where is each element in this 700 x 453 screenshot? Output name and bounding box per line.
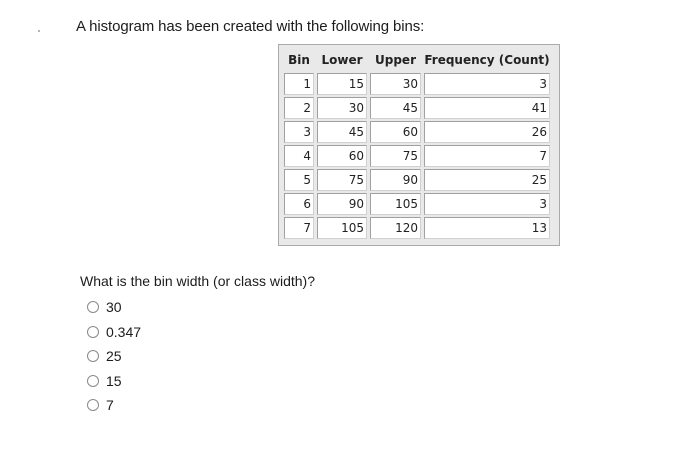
option-15[interactable] xyxy=(87,369,141,394)
cell-frequency: 3 xyxy=(424,193,550,215)
cell-upper: 120 xyxy=(370,217,421,239)
cell-bin: 1 xyxy=(284,73,314,95)
table-row xyxy=(284,169,550,191)
question-text: What is the bin width (or class width)? xyxy=(80,273,315,289)
bins-table xyxy=(281,47,553,241)
cell-lower: 30 xyxy=(317,97,367,119)
cell-bin: 3 xyxy=(284,121,314,143)
cell-lower: 75 xyxy=(317,169,367,191)
cell-upper: 45 xyxy=(370,97,421,119)
option-7[interactable] xyxy=(87,393,141,418)
option-label: 0.347 xyxy=(106,323,142,340)
option-0-347[interactable] xyxy=(87,320,141,345)
header-upper: Upper xyxy=(375,53,416,67)
option-label: 25 xyxy=(106,348,122,365)
question-intro: A histogram has been created with the following bins: xyxy=(76,18,425,35)
header-frequency: Frequency (Count) xyxy=(424,53,550,67)
header-lower: Lower xyxy=(321,53,363,67)
cell-lower: 60 xyxy=(317,145,367,167)
cell-upper: 60 xyxy=(370,121,421,143)
cell-bin: 7 xyxy=(284,217,314,239)
cell-bin: 5 xyxy=(284,169,314,191)
cell-lower: 90 xyxy=(317,193,367,215)
radio-button-icon[interactable] xyxy=(87,326,99,338)
cell-bin: 2 xyxy=(284,97,314,119)
histogram-bins-table xyxy=(278,44,560,246)
cell-frequency: 3 xyxy=(424,73,550,95)
cell-frequency: 41 xyxy=(424,97,550,119)
answer-options xyxy=(87,295,141,418)
header-bin: Bin xyxy=(288,53,310,67)
cell-upper: 105 xyxy=(370,193,421,215)
option-25[interactable] xyxy=(87,344,141,369)
cell-upper: 75 xyxy=(370,145,421,167)
option-label: 15 xyxy=(106,372,122,389)
cell-frequency: 26 xyxy=(424,121,550,143)
radio-button-icon[interactable] xyxy=(87,350,99,362)
radio-button-icon[interactable] xyxy=(87,375,99,387)
table-row xyxy=(284,73,550,95)
option-30[interactable] xyxy=(87,295,141,320)
cell-lower: 45 xyxy=(317,121,367,143)
table-row xyxy=(284,97,550,119)
cell-lower: 105 xyxy=(317,217,367,239)
table-header-row xyxy=(284,49,550,71)
table-row xyxy=(284,121,550,143)
table-row xyxy=(284,217,550,239)
cell-upper: 30 xyxy=(370,73,421,95)
cell-frequency: 25 xyxy=(424,169,550,191)
cell-bin: 6 xyxy=(284,193,314,215)
radio-button-icon[interactable] xyxy=(87,399,99,411)
table-row xyxy=(284,145,550,167)
cell-frequency: 13 xyxy=(424,217,550,239)
cell-upper: 90 xyxy=(370,169,421,191)
radio-button-icon[interactable] xyxy=(87,301,99,313)
cell-lower: 15 xyxy=(317,73,367,95)
cell-bin: 4 xyxy=(284,145,314,167)
cell-frequency: 7 xyxy=(424,145,550,167)
option-label: 30 xyxy=(106,299,122,316)
bullet-dot xyxy=(38,30,40,32)
table-row xyxy=(284,193,550,215)
option-label: 7 xyxy=(106,397,114,414)
